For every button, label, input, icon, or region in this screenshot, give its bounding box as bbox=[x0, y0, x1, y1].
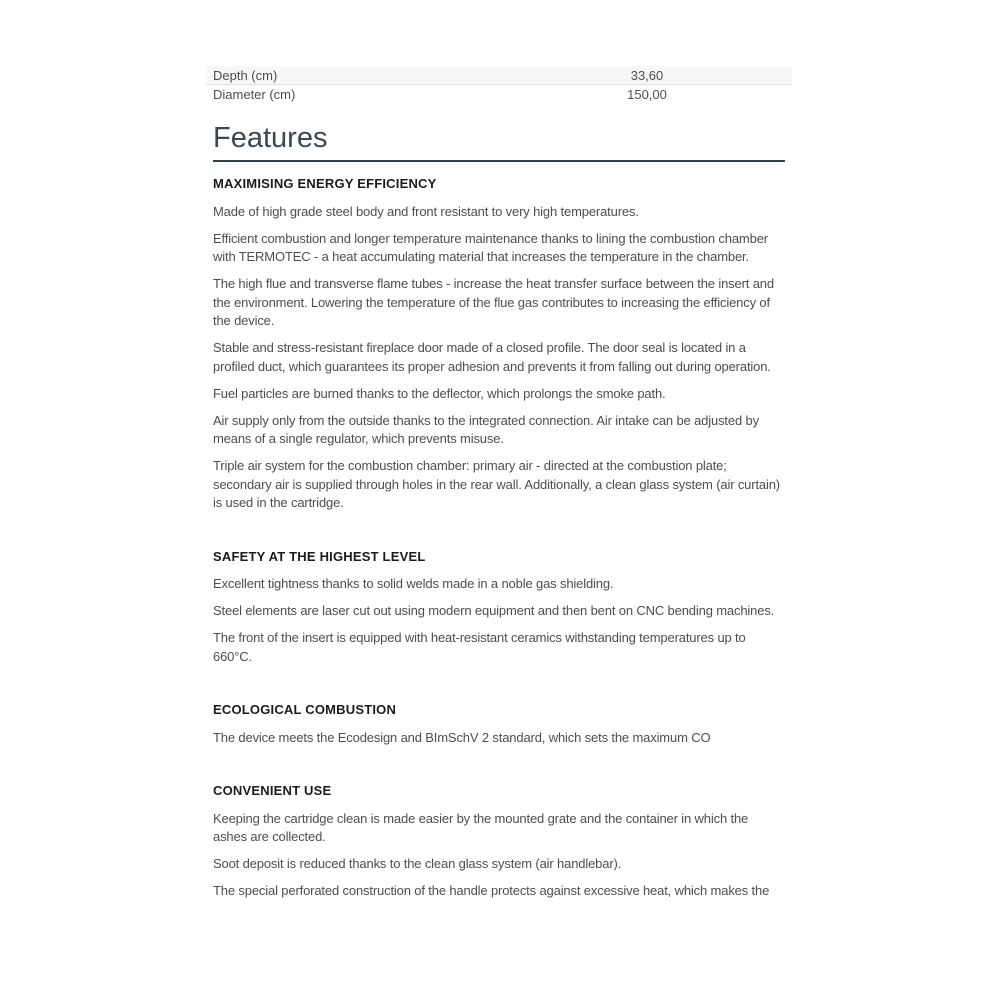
features-title: Features bbox=[213, 122, 328, 154]
feature-paragraph: Fuel particles are burned thanks to the deflector, which prolongs the smoke path. bbox=[213, 385, 666, 401]
feature-paragraph: Made of high grade steel body and front resistant to very high temperatures. bbox=[213, 203, 639, 219]
feature-paragraph: The device meets the Ecodesign and BImSchV 2 standard, which sets the maximum CO bbox=[213, 729, 711, 745]
section-safety-at-the-highest-level bbox=[213, 548, 785, 667]
spec-row-depth bbox=[206, 66, 792, 85]
feature-paragraph: Efficient combustion and longer temperature maintenance thanks to lining the combustion chamber with TERMOTEC - a heat accumulating material that increases the temperature in the chamber. bbox=[213, 230, 768, 264]
spec-label: Diameter (cm) bbox=[213, 86, 296, 102]
features-rule bbox=[213, 160, 785, 162]
feature-paragraph: Excellent tightness thanks to solid welds made in a noble gas shielding. bbox=[213, 576, 614, 591]
feature-paragraph: The special perforated construction of the handle protects against excessive heat, which makes the bbox=[213, 883, 770, 898]
section-heading: MAXIMISING ENERGY EFFICIENCY bbox=[213, 176, 437, 191]
section-heading: SAFETY AT THE HIGHEST LEVEL bbox=[213, 548, 426, 564]
section-heading: CONVENIENT USE bbox=[213, 783, 332, 798]
feature-paragraph: Keeping the cartridge clean is made easier by the mounted grate and the container in which the ashes are collected. bbox=[213, 810, 749, 844]
feature-paragraph: The front of the insert is equipped with heat-resistant ceramics withstanding temperatures up to 660°C. bbox=[213, 630, 746, 664]
spec-table bbox=[206, 66, 792, 103]
spec-label: Depth (cm) bbox=[213, 67, 278, 83]
spec-row-diameter bbox=[206, 85, 792, 103]
feature-paragraph: Air supply only from the outside thanks to the integrated connection. Air intake can be adjusted by means of a single regulator, which prevents misuse. bbox=[213, 412, 759, 446]
feature-paragraph: Steel elements are laser cut out using modern equipment and then bent on CNC bending machines. bbox=[213, 603, 775, 618]
section-maximising-energy-efficiency bbox=[213, 175, 785, 513]
feature-paragraph: Triple air system for the combustion chamber: primary air - directed at the combustion plate; secondary air is supplied through holes in the rear wall. Additionally, a clean glass system (air curtain) is used in the cartridge. bbox=[213, 458, 780, 510]
feature-paragraph: The high flue and transverse flame tubes - increase the heat transfer surface between the insert and the environment. Lowering the temperature of the flue gas contributes to increasing the efficiency of the device. bbox=[213, 276, 774, 328]
feature-paragraph: Stable and stress-resistant fireplace door made of a closed profile. The door seal is located in a profiled duct, which guarantees its proper adhesion and prevents it from falling out during operation. bbox=[213, 340, 771, 374]
spec-value: 150,00 bbox=[627, 86, 667, 102]
product-details bbox=[213, 66, 785, 901]
section-heading: ECOLOGICAL COMBUSTION bbox=[213, 702, 397, 717]
spec-value: 33,60 bbox=[630, 67, 664, 83]
section-convenient-use bbox=[213, 782, 785, 901]
section-ecological-combustion bbox=[213, 701, 785, 747]
feature-paragraph: Soot deposit is reduced thanks to the clean glass system (air handlebar). bbox=[213, 856, 622, 871]
